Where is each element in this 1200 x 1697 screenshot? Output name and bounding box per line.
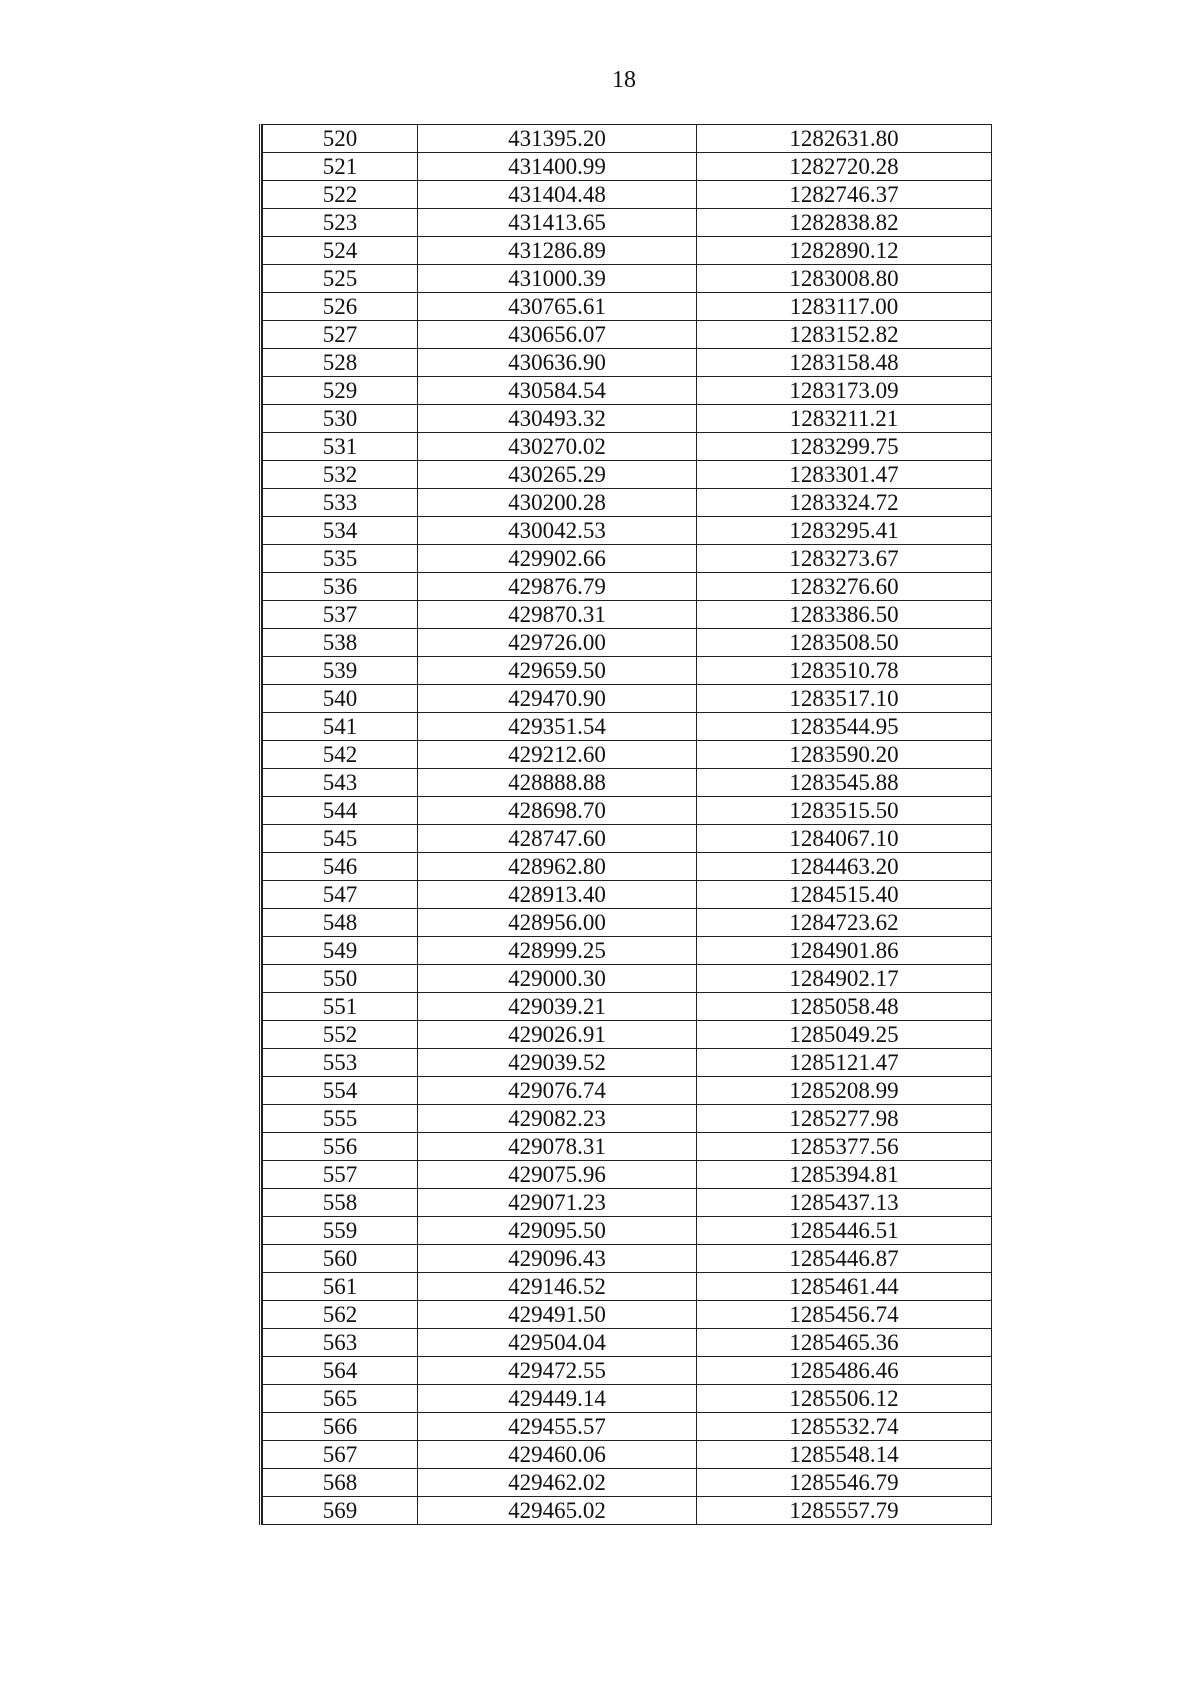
x-coordinate-cell: 430265.29 xyxy=(418,461,697,489)
x-coordinate-cell: 429460.06 xyxy=(418,1441,697,1469)
point-number-cell: 544 xyxy=(263,797,418,825)
table-row xyxy=(263,1329,992,1357)
point-number-cell: 520 xyxy=(263,125,418,153)
table-row xyxy=(263,657,992,685)
y-coordinate-cell: 1284515.40 xyxy=(697,881,992,909)
point-number-cell: 523 xyxy=(263,209,418,237)
point-number-cell: 545 xyxy=(263,825,418,853)
point-number-cell: 541 xyxy=(263,713,418,741)
table-row xyxy=(263,1385,992,1413)
x-coordinate-cell: 429039.21 xyxy=(418,993,697,1021)
y-coordinate-cell: 1285394.81 xyxy=(697,1161,992,1189)
point-number-cell: 560 xyxy=(263,1245,418,1273)
table-row xyxy=(263,489,992,517)
table-row xyxy=(263,433,992,461)
y-coordinate-cell: 1285506.12 xyxy=(697,1385,992,1413)
x-coordinate-cell: 429455.57 xyxy=(418,1413,697,1441)
y-coordinate-cell: 1283324.72 xyxy=(697,489,992,517)
x-coordinate-cell: 430656.07 xyxy=(418,321,697,349)
y-coordinate-cell: 1284463.20 xyxy=(697,853,992,881)
table-row xyxy=(263,1245,992,1273)
table-row xyxy=(263,685,992,713)
x-coordinate-cell: 429095.50 xyxy=(418,1217,697,1245)
point-number-cell: 540 xyxy=(263,685,418,713)
y-coordinate-cell: 1284723.62 xyxy=(697,909,992,937)
table-row xyxy=(263,545,992,573)
x-coordinate-cell: 430493.32 xyxy=(418,405,697,433)
point-number-cell: 563 xyxy=(263,1329,418,1357)
x-coordinate-cell: 429449.14 xyxy=(418,1385,697,1413)
point-number-cell: 539 xyxy=(263,657,418,685)
y-coordinate-cell: 1285446.51 xyxy=(697,1217,992,1245)
x-coordinate-cell: 429075.96 xyxy=(418,1161,697,1189)
point-number-cell: 532 xyxy=(263,461,418,489)
x-coordinate-cell: 428698.70 xyxy=(418,797,697,825)
point-number-cell: 551 xyxy=(263,993,418,1021)
table-row xyxy=(263,937,992,965)
table-row xyxy=(263,181,992,209)
y-coordinate-cell: 1285557.79 xyxy=(697,1497,992,1525)
y-coordinate-cell: 1285277.98 xyxy=(697,1105,992,1133)
y-coordinate-cell: 1283158.48 xyxy=(697,349,992,377)
x-coordinate-cell: 428999.25 xyxy=(418,937,697,965)
y-coordinate-cell: 1285546.79 xyxy=(697,1469,992,1497)
point-number-cell: 562 xyxy=(263,1301,418,1329)
point-number-cell: 546 xyxy=(263,853,418,881)
point-number-cell: 530 xyxy=(263,405,418,433)
point-number-cell: 559 xyxy=(263,1217,418,1245)
table-row xyxy=(263,573,992,601)
table-row xyxy=(263,153,992,181)
table-row xyxy=(263,1105,992,1133)
x-coordinate-cell: 429146.52 xyxy=(418,1273,697,1301)
y-coordinate-cell: 1283152.82 xyxy=(697,321,992,349)
x-coordinate-cell: 430636.90 xyxy=(418,349,697,377)
table-row xyxy=(263,1469,992,1497)
x-coordinate-cell: 431404.48 xyxy=(418,181,697,209)
y-coordinate-cell: 1282746.37 xyxy=(697,181,992,209)
point-number-cell: 554 xyxy=(263,1077,418,1105)
table-row xyxy=(263,349,992,377)
table-row xyxy=(263,377,992,405)
y-coordinate-cell: 1284902.17 xyxy=(697,965,992,993)
table-row xyxy=(263,1077,992,1105)
point-number-cell: 528 xyxy=(263,349,418,377)
x-coordinate-cell: 429876.79 xyxy=(418,573,697,601)
x-coordinate-cell: 429472.55 xyxy=(418,1357,697,1385)
point-number-cell: 552 xyxy=(263,1021,418,1049)
table-body xyxy=(263,125,992,1525)
y-coordinate-cell: 1283386.50 xyxy=(697,601,992,629)
point-number-cell: 555 xyxy=(263,1105,418,1133)
table-row xyxy=(263,797,992,825)
table-row xyxy=(263,741,992,769)
x-coordinate-cell: 429351.54 xyxy=(418,713,697,741)
x-coordinate-cell: 428888.88 xyxy=(418,769,697,797)
point-number-cell: 565 xyxy=(263,1385,418,1413)
y-coordinate-cell: 1283590.20 xyxy=(697,741,992,769)
y-coordinate-cell: 1285208.99 xyxy=(697,1077,992,1105)
x-coordinate-cell: 431413.65 xyxy=(418,209,697,237)
table-row xyxy=(263,909,992,937)
x-coordinate-cell: 429071.23 xyxy=(418,1189,697,1217)
y-coordinate-cell: 1285049.25 xyxy=(697,1021,992,1049)
table-row xyxy=(263,629,992,657)
y-coordinate-cell: 1283301.47 xyxy=(697,461,992,489)
table-row xyxy=(263,965,992,993)
x-coordinate-cell: 428962.80 xyxy=(418,853,697,881)
x-coordinate-cell: 429078.31 xyxy=(418,1133,697,1161)
point-number-cell: 543 xyxy=(263,769,418,797)
y-coordinate-cell: 1283117.00 xyxy=(697,293,992,321)
x-coordinate-cell: 431286.89 xyxy=(418,237,697,265)
x-coordinate-cell: 429726.00 xyxy=(418,629,697,657)
point-number-cell: 535 xyxy=(263,545,418,573)
point-number-cell: 567 xyxy=(263,1441,418,1469)
point-number-cell: 534 xyxy=(263,517,418,545)
x-coordinate-cell: 429870.31 xyxy=(418,601,697,629)
point-number-cell: 526 xyxy=(263,293,418,321)
point-number-cell: 521 xyxy=(263,153,418,181)
table-row xyxy=(263,293,992,321)
table-row xyxy=(263,125,992,153)
y-coordinate-cell: 1283545.88 xyxy=(697,769,992,797)
point-number-cell: 566 xyxy=(263,1413,418,1441)
y-coordinate-cell: 1285465.36 xyxy=(697,1329,992,1357)
x-coordinate-cell: 429076.74 xyxy=(418,1077,697,1105)
point-number-cell: 536 xyxy=(263,573,418,601)
x-coordinate-cell: 428956.00 xyxy=(418,909,697,937)
point-number-cell: 561 xyxy=(263,1273,418,1301)
point-number-cell: 569 xyxy=(263,1497,418,1525)
point-number-cell: 537 xyxy=(263,601,418,629)
y-coordinate-cell: 1285532.74 xyxy=(697,1413,992,1441)
point-number-cell: 553 xyxy=(263,1049,418,1077)
point-number-cell: 524 xyxy=(263,237,418,265)
x-coordinate-cell: 430042.53 xyxy=(418,517,697,545)
x-coordinate-cell: 431000.39 xyxy=(418,265,697,293)
point-number-cell: 568 xyxy=(263,1469,418,1497)
table-row xyxy=(263,853,992,881)
table-row xyxy=(263,517,992,545)
point-number-cell: 531 xyxy=(263,433,418,461)
y-coordinate-cell: 1282631.80 xyxy=(697,125,992,153)
point-number-cell: 556 xyxy=(263,1133,418,1161)
table-row xyxy=(263,993,992,1021)
table-row xyxy=(263,209,992,237)
y-coordinate-cell: 1283173.09 xyxy=(697,377,992,405)
y-coordinate-cell: 1285446.87 xyxy=(697,1245,992,1273)
point-number-cell: 558 xyxy=(263,1189,418,1217)
x-coordinate-cell: 431395.20 xyxy=(418,125,697,153)
point-number-cell: 557 xyxy=(263,1161,418,1189)
y-coordinate-cell: 1285437.13 xyxy=(697,1189,992,1217)
table-row xyxy=(263,405,992,433)
coordinates-table-wrapper xyxy=(259,124,994,1525)
table-row xyxy=(263,1273,992,1301)
point-number-cell: 538 xyxy=(263,629,418,657)
y-coordinate-cell: 1283510.78 xyxy=(697,657,992,685)
coordinates-table xyxy=(262,124,992,1525)
y-coordinate-cell: 1284067.10 xyxy=(697,825,992,853)
table-row xyxy=(263,1021,992,1049)
table-row xyxy=(263,601,992,629)
y-coordinate-cell: 1283273.67 xyxy=(697,545,992,573)
table-row xyxy=(263,1497,992,1525)
x-coordinate-cell: 429039.52 xyxy=(418,1049,697,1077)
x-coordinate-cell: 429470.90 xyxy=(418,685,697,713)
table-row xyxy=(263,461,992,489)
x-coordinate-cell: 429504.04 xyxy=(418,1329,697,1357)
point-number-cell: 529 xyxy=(263,377,418,405)
point-number-cell: 525 xyxy=(263,265,418,293)
point-number-cell: 527 xyxy=(263,321,418,349)
y-coordinate-cell: 1283508.50 xyxy=(697,629,992,657)
table-row xyxy=(263,713,992,741)
x-coordinate-cell: 429026.91 xyxy=(418,1021,697,1049)
table-row xyxy=(263,1357,992,1385)
page-number: 18 xyxy=(612,67,636,93)
point-number-cell: 522 xyxy=(263,181,418,209)
y-coordinate-cell: 1285486.46 xyxy=(697,1357,992,1385)
table-row xyxy=(263,1161,992,1189)
table-row xyxy=(263,1441,992,1469)
y-coordinate-cell: 1283008.80 xyxy=(697,265,992,293)
y-coordinate-cell: 1283276.60 xyxy=(697,573,992,601)
x-coordinate-cell: 430200.28 xyxy=(418,489,697,517)
y-coordinate-cell: 1283211.21 xyxy=(697,405,992,433)
y-coordinate-cell: 1285456.74 xyxy=(697,1301,992,1329)
y-coordinate-cell: 1285548.14 xyxy=(697,1441,992,1469)
x-coordinate-cell: 429659.50 xyxy=(418,657,697,685)
table-row xyxy=(263,825,992,853)
x-coordinate-cell: 428747.60 xyxy=(418,825,697,853)
x-coordinate-cell: 429096.43 xyxy=(418,1245,697,1273)
y-coordinate-cell: 1285121.47 xyxy=(697,1049,992,1077)
table-row xyxy=(263,265,992,293)
y-coordinate-cell: 1282838.82 xyxy=(697,209,992,237)
y-coordinate-cell: 1285058.48 xyxy=(697,993,992,1021)
y-coordinate-cell: 1283544.95 xyxy=(697,713,992,741)
point-number-cell: 549 xyxy=(263,937,418,965)
point-number-cell: 564 xyxy=(263,1357,418,1385)
x-coordinate-cell: 429462.02 xyxy=(418,1469,697,1497)
table-row xyxy=(263,1049,992,1077)
table-row xyxy=(263,769,992,797)
x-coordinate-cell: 431400.99 xyxy=(418,153,697,181)
x-coordinate-cell: 429212.60 xyxy=(418,741,697,769)
y-coordinate-cell: 1283299.75 xyxy=(697,433,992,461)
table-row xyxy=(263,1189,992,1217)
x-coordinate-cell: 429082.23 xyxy=(418,1105,697,1133)
point-number-cell: 548 xyxy=(263,909,418,937)
table-row xyxy=(263,1301,992,1329)
y-coordinate-cell: 1283517.10 xyxy=(697,685,992,713)
table-row xyxy=(263,237,992,265)
x-coordinate-cell: 429000.30 xyxy=(418,965,697,993)
table-row xyxy=(263,881,992,909)
y-coordinate-cell: 1283295.41 xyxy=(697,517,992,545)
y-coordinate-cell: 1284901.86 xyxy=(697,937,992,965)
x-coordinate-cell: 429465.02 xyxy=(418,1497,697,1525)
table-row xyxy=(263,1413,992,1441)
y-coordinate-cell: 1285461.44 xyxy=(697,1273,992,1301)
point-number-cell: 533 xyxy=(263,489,418,517)
y-coordinate-cell: 1282720.28 xyxy=(697,153,992,181)
table-row xyxy=(263,321,992,349)
point-number-cell: 547 xyxy=(263,881,418,909)
y-coordinate-cell: 1282890.12 xyxy=(697,237,992,265)
point-number-cell: 550 xyxy=(263,965,418,993)
y-coordinate-cell: 1285377.56 xyxy=(697,1133,992,1161)
x-coordinate-cell: 430270.02 xyxy=(418,433,697,461)
table-row xyxy=(263,1133,992,1161)
table-row xyxy=(263,1217,992,1245)
x-coordinate-cell: 428913.40 xyxy=(418,881,697,909)
y-coordinate-cell: 1283515.50 xyxy=(697,797,992,825)
x-coordinate-cell: 430765.61 xyxy=(418,293,697,321)
x-coordinate-cell: 429491.50 xyxy=(418,1301,697,1329)
point-number-cell: 542 xyxy=(263,741,418,769)
x-coordinate-cell: 430584.54 xyxy=(418,377,697,405)
x-coordinate-cell: 429902.66 xyxy=(418,545,697,573)
